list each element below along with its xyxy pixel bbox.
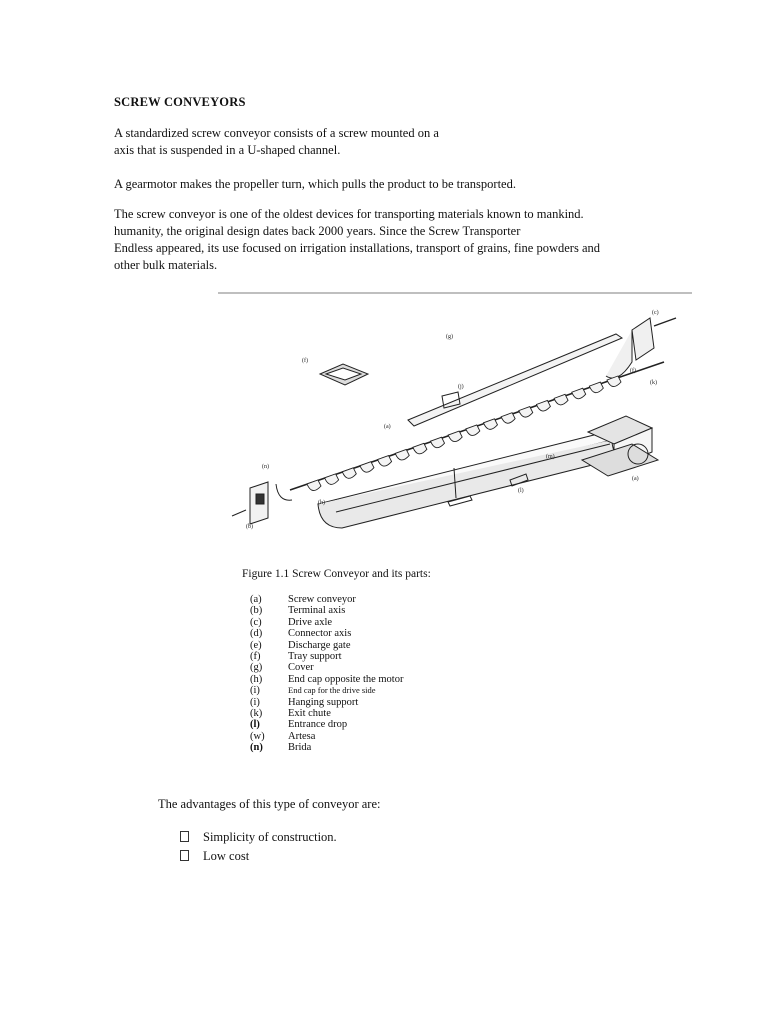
list-item: Low cost xyxy=(180,847,337,866)
callout-label: (l) xyxy=(518,488,524,494)
callout-label: (f) xyxy=(630,368,636,374)
screw-flight xyxy=(501,413,515,424)
bullet-box-icon xyxy=(180,850,189,861)
screw-flight xyxy=(413,443,427,454)
conveyor-figure: (g) (f) (c) (f) (k) (j) (a) (m) (n) (l) (h) (b) (a) Figure 1.1 Screw Conveyor and its parts: (a) Screw conveyor (b) Terminal axis (c) Drive axle (d) Connector axis (e) Discharge gate (f) Tray support (g) Cover (h) End cap opposite the motor (i) End cap for the drive side (i) Hanging support (k) Exit chute (l) Entrance drop (w) Artesa (n) Brida xyxy=(218,292,692,764)
conveyor-diagram xyxy=(218,292,692,572)
callout-label: (a) xyxy=(632,476,639,482)
paragraph-line: The screw conveyor is one of the oldest devices for transporting materials known to mankind. xyxy=(114,207,584,221)
paragraph-line: Endless appeared, its use focused on irrigation installations, transport of grains, fine powders and xyxy=(114,241,600,255)
screw-flight xyxy=(325,474,339,485)
callout-label: (j) xyxy=(458,384,464,390)
paragraph-line: humanity, the original design dates back 2000 years. Since the Screw Transporter xyxy=(114,224,521,238)
callout-label: (c) xyxy=(652,310,659,316)
screw-flight xyxy=(360,462,374,473)
callout-label: (h) xyxy=(318,500,325,506)
end-plate-left xyxy=(232,482,292,524)
callout-label: (n) xyxy=(262,464,269,470)
figure-caption: Figure 1.1 Screw Conveyor and its parts: xyxy=(242,568,431,580)
screw-flight xyxy=(307,480,321,491)
callout-label: (f) xyxy=(302,358,308,364)
paragraph-line: A standardized screw conveyor consists of a screw mounted on a xyxy=(114,126,439,140)
page-title: SCREW CONVEYORS xyxy=(114,95,246,109)
paragraph-gearmotor xyxy=(114,176,516,193)
list-item: Simplicity of construction. xyxy=(180,828,337,847)
screw-flight xyxy=(572,388,586,399)
screw-flight xyxy=(466,425,480,436)
paragraph-line: A gearmotor makes the propeller turn, which pulls the product to be transported. xyxy=(114,177,516,191)
inspection-frame xyxy=(320,364,368,385)
advantages-list xyxy=(180,828,337,866)
screw-flight xyxy=(519,407,533,418)
callout-label: (b) xyxy=(246,524,253,530)
callout-label: (g) xyxy=(446,334,453,340)
screw-flight xyxy=(554,394,568,405)
callout-label: (k) xyxy=(650,380,657,386)
screw-flight xyxy=(448,431,462,442)
screw-flight xyxy=(536,400,550,411)
screw-flight xyxy=(589,382,603,393)
paragraph-history xyxy=(114,206,600,274)
screw-flight xyxy=(342,468,356,479)
paragraph-line: axis that is suspended in a U-shaped channel. xyxy=(114,143,341,157)
callout-label: (a) xyxy=(384,424,391,430)
screw-flight xyxy=(431,437,445,448)
paragraph-line: other bulk materials. xyxy=(114,258,218,272)
advantages-intro: The advantages of this type of conveyor are: xyxy=(158,797,381,811)
screw-flight xyxy=(378,456,392,467)
screw-flight xyxy=(483,419,497,430)
screw-flight xyxy=(395,449,409,460)
paragraph-intro xyxy=(114,125,439,159)
callout-label: (m) xyxy=(546,454,555,460)
trough xyxy=(318,432,620,528)
bullet-box-icon xyxy=(180,831,189,842)
